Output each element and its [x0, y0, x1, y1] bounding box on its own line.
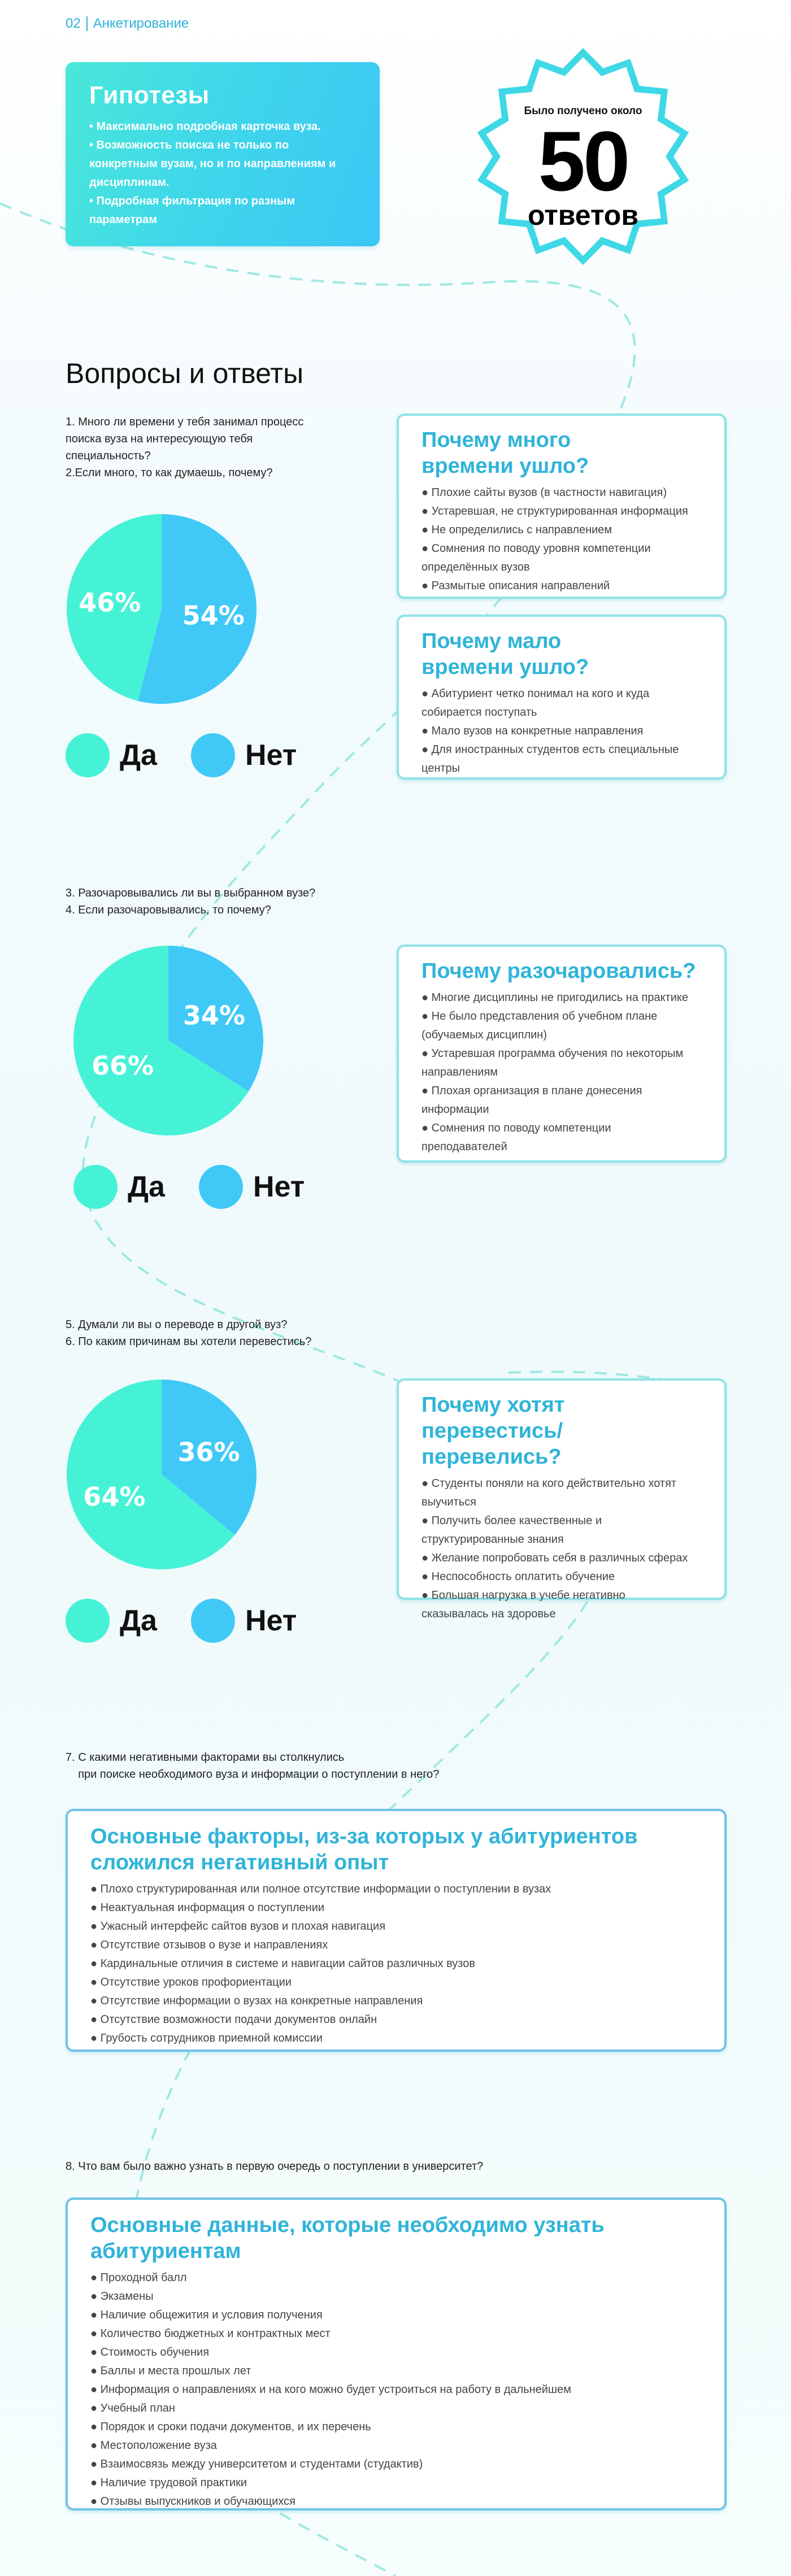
responses-badge [464, 46, 702, 267]
card-title [90, 2212, 702, 2264]
hypotheses-title: Гипотезы [89, 81, 210, 109]
hypothesis-item: • Возможность поиска не только по [89, 139, 289, 151]
card-list-item: ● Большая нагрузка в учебе негативно [421, 1589, 625, 1602]
card-title [421, 427, 702, 479]
pie-slice-label: 66% [91, 1050, 154, 1081]
question-line: 2.Если много, то как думаешь, почему? [66, 467, 273, 479]
card-list [90, 1880, 702, 2048]
legend-no-3 [191, 1599, 297, 1643]
legend-yes-label: Да [120, 739, 157, 772]
legend-yes-label: Да [128, 1170, 165, 1203]
questions-block-1 [66, 414, 359, 481]
card-list-item: ● Сомнения по поводу уровня компетенции [421, 542, 651, 555]
legend-no-swatch [191, 1599, 235, 1643]
card-list-item: ● Ужасный интерфейс сайтов вузов и плохая навигация [90, 1920, 386, 1933]
card-title-line: Почему хотят [421, 1393, 565, 1417]
question-line: 1. Много ли времени у тебя занимал процесс [66, 416, 304, 428]
page-header [66, 16, 189, 32]
card-list-item: ● Наличие общежития и условия получения [90, 2309, 323, 2321]
card-title-line: абитуриентам [90, 2239, 241, 2263]
card-title-line: перевестись/перевелись? [421, 1419, 563, 1469]
card-list [421, 989, 702, 1156]
question-8 [66, 2158, 631, 2175]
card-title [90, 1824, 702, 1876]
section-name: Анкетирование [93, 16, 189, 31]
card-list-item: ● Количество бюджетных и контрактных мест [90, 2327, 331, 2340]
card-title [421, 628, 702, 680]
card-list-item: ● Для иностранных студентов есть специальные [421, 743, 679, 756]
legend-no-2 [199, 1165, 305, 1209]
pie-slice-label: 46% [79, 587, 141, 618]
pie-slice-label: 64% [83, 1481, 146, 1512]
card-list-item: ● Плохие сайты вузов (в частности навигация) [421, 486, 667, 499]
hypotheses-list [89, 118, 356, 229]
question-7 [66, 1749, 574, 1783]
legend-yes-swatch [66, 733, 110, 777]
card-list-item: собирается поступать [421, 706, 537, 719]
card-list-item: определённых вузов [421, 561, 530, 573]
card-list [421, 685, 702, 778]
legend-yes-label: Да [120, 1604, 157, 1637]
card-transfer [397, 1378, 727, 1620]
legend-no-label: Нет [245, 739, 297, 772]
card-list-item: ● Мало вузов на конкретные направления [421, 725, 644, 737]
card-list-item: ● Неспособность оплатить обучение [421, 1570, 615, 1583]
pie-chart-2 [72, 945, 264, 1137]
legend-yes-2 [73, 1165, 165, 1209]
card-list-item: ● Абитуриент четко понимал на кого и куда [421, 687, 650, 700]
card-list-item: ● Неактуальная информация о поступлении [90, 1901, 325, 1914]
card-list-item: ● Сомнения по поводу компетенции [421, 1122, 611, 1134]
question-line: 6. По каким причинам вы хотели перевестись? [66, 1335, 312, 1348]
question-line: 4. Если разочаровывались, то почему? [66, 904, 271, 916]
question-line: при поиске необходимого вуза и информации о поступлении в него? [66, 1768, 440, 1781]
card-list-item: ● Отзывы выпускников и обучающихся [90, 2495, 295, 2508]
hypothesis-item: дисциплинам. [89, 176, 169, 189]
card-title-line: Основные данные, которые необходимо узнать [90, 2213, 605, 2237]
card-list [421, 484, 702, 595]
card-list-item: ● Размытые описания направлений [421, 580, 610, 592]
card-list-item: сказывалась на здоровье [421, 1608, 556, 1620]
pie-chart-3 [66, 1378, 258, 1570]
card-list-item: ● Баллы и места прошлых лет [90, 2365, 251, 2377]
card-title-line: сложился негативный опыт [90, 1851, 389, 1874]
section-number: 02 [66, 16, 88, 31]
card-list [421, 1474, 702, 1624]
legend-yes-swatch [66, 1599, 110, 1643]
card-list-item: ● Устаревшая программа обучения по некоторым [421, 1047, 684, 1060]
question-line: поиска вуза на интересующую тебя [66, 433, 253, 445]
card-title-line: времени ушло? [421, 655, 589, 679]
card-title-line: Основные факторы, из-за которых у абитуриентов [90, 1825, 638, 1848]
card-list-item: выучиться [421, 1496, 477, 1508]
card-title-line: Почему мало [421, 629, 562, 653]
hypothesis-item: параметрам [89, 214, 158, 226]
card-title-line: времени ушло? [421, 454, 589, 478]
card-list-item: ● Отсутствие информации о вузах на конкретные направления [90, 1995, 423, 2007]
card-title [421, 1392, 702, 1470]
legend-yes-swatch [73, 1165, 118, 1209]
card-list-item: ● Студенты поняли на кого действительно хотят [421, 1477, 677, 1490]
card-list-item: ● Стоимость обучения [90, 2346, 210, 2359]
hypothesis-item: • Подробная фильтрация по разным [89, 195, 295, 207]
pie-slice-label: 34% [182, 1000, 246, 1031]
pie-chart-1 [66, 513, 258, 705]
question-line: 8. Что вам было важно узнать в первую очередь о поступлении в университет? [66, 2160, 484, 2173]
card-list-item: ● Взаимосвязь между университетом и студентами (студактив) [90, 2458, 423, 2470]
card-list-item: ● Плохая организация в плане донесения [421, 1085, 642, 1097]
legend-yes-1 [66, 733, 157, 777]
hypotheses-card [66, 62, 380, 246]
card-list-item: преподавателей [421, 1141, 507, 1153]
card-title [421, 958, 702, 984]
card-much-time [397, 414, 727, 599]
hypothesis-item: конкретным вузам, но и по направлениям и [89, 158, 336, 170]
questions-block-3 [66, 1316, 405, 1350]
card-list-item: (обучаемых дисциплин) [421, 1029, 547, 1041]
pie-slice-label: 36% [177, 1437, 240, 1468]
questions-block-2 [66, 885, 405, 919]
legend-no-label: Нет [245, 1604, 297, 1637]
card-list-item: информации [421, 1103, 489, 1116]
card-list-item: ● Учебный план [90, 2402, 175, 2414]
card-negative-factors [66, 1809, 727, 2052]
card-disappointed [397, 945, 727, 1163]
card-title-line: Почему разочаровались? [421, 959, 696, 983]
card-list-item: ● Не было представления об учебном плане [421, 1010, 658, 1022]
badge-caption: Было получено около [524, 105, 642, 117]
question-line: специальность? [66, 450, 151, 462]
card-list-item: структурированные знания [421, 1533, 564, 1546]
card-list-item: ● Не определились с направлением [421, 524, 612, 536]
card-list-item: ● Плохо структурированная или полное отсутствие информации о поступлении в вузах [90, 1883, 551, 1895]
question-line: 3. Разочаровывались ли вы в выбранном вузе? [66, 887, 316, 899]
legend-no-1 [191, 733, 297, 777]
card-important-data [66, 2198, 727, 2510]
card-list-item: ● Экзамены [90, 2290, 154, 2303]
legend-no-swatch [199, 1165, 243, 1209]
question-line: 5. Думали ли вы о переводе в другой вуз? [66, 1319, 288, 1331]
badge-number: 50 [538, 114, 628, 208]
card-list-item: ● Местоположение вуза [90, 2439, 217, 2452]
card-list-item: направлениям [421, 1066, 498, 1078]
card-list-item: ● Кардинальные отличия в системе и навигации сайтов различных вузов [90, 1957, 475, 1970]
card-list-item: ● Многие дисциплины не пригодились на практике [421, 991, 688, 1004]
card-list-item: ● Грубость сотрудников приемной комиссии [90, 2032, 323, 2044]
card-list-item: ● Проходной балл [90, 2272, 187, 2284]
hypothesis-item: • Максимально подробная карточка вуза. [89, 120, 321, 133]
card-list-item: центры [421, 762, 460, 774]
card-list-item: ● Информация о направлениях и на кого можно будет устроиться на работу в дальнейшем [90, 2383, 571, 2396]
card-list-item: ● Устаревшая, не структурированная информация [421, 505, 688, 517]
legend-yes-3 [66, 1599, 157, 1643]
legend-no-label: Нет [253, 1170, 305, 1203]
card-list-item: ● Наличие трудовой практики [90, 2477, 247, 2489]
pie-slice-label: 54% [182, 600, 245, 631]
badge-unit: ответов [527, 199, 639, 231]
card-little-time [397, 615, 727, 780]
legend-no-swatch [191, 733, 235, 777]
card-list-item: ● Получить более качественные и [421, 1515, 602, 1527]
card-list-item: ● Отсутствие отзывов о вузе и направлениях [90, 1939, 328, 1951]
question-line: 7. С какими негативными факторами вы столкнулись [66, 1751, 345, 1764]
card-list-item: ● Желание попробовать себя в различных сферах [421, 1552, 688, 1564]
card-list-item: ● Порядок и сроки подачи документов, и их перечень [90, 2421, 371, 2433]
card-list-item: ● Отсутствие возможности подачи документов онлайн [90, 2013, 377, 2026]
card-list [90, 2269, 702, 2511]
section-title: Вопросы и ответы [66, 358, 304, 389]
card-title-line: Почему много [421, 428, 571, 452]
card-list-item: ● Отсутствие уроков профориентации [90, 1976, 292, 1988]
